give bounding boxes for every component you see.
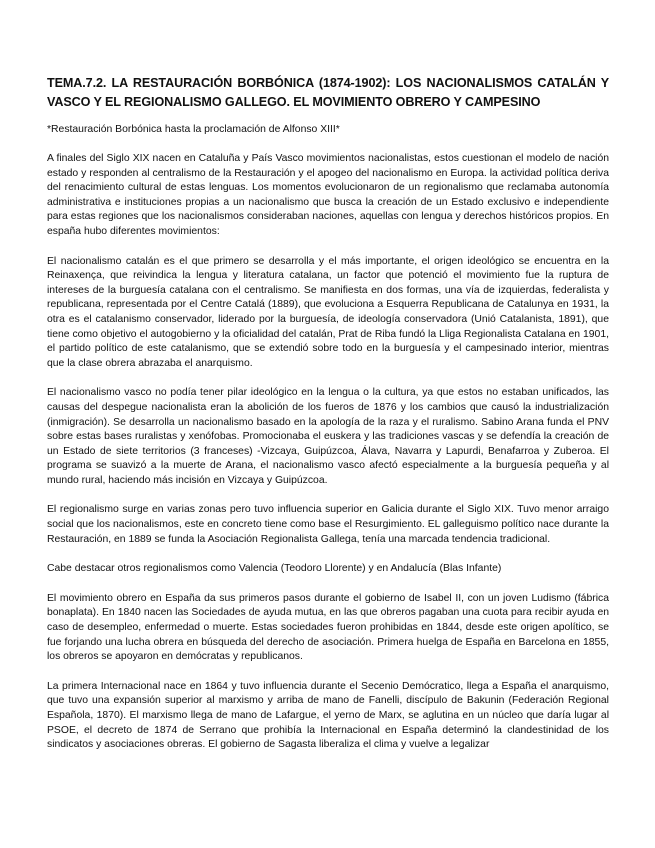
document-subtitle: *Restauración Borbónica hasta la proclamación de Alfonso XIII* — [47, 124, 340, 135]
paragraph-catalan-nationalism: El nacionalismo catalán es el que primero se desarrolla y el más importante, el origen ideológico se encuentra en la Reinaxença, que reivindica la lengua y literatura catalana, un factor que potenció el movimiento fue la ruptura de intereses de la burguesía catalana con el centralismo. Se manifiesta en dos formas, una vía de izquierdas, federalista y republicana, representada por el Centre Catalá (1889), que evoluciona a Esquerra Republicana de Catalunya en 1931, la otra es el catalanismo conservador, liderado por la burguesía, de ideología conservadora (Unió Catalanista, 1891), que tiene como objetivo el autogobierno y la oficialidad del catalán, Prat de Riba fundó la Lliga Regionalista Catalana en 1901, el partido político de este catalanismo, que se extendió sobre todo en la burguesía y el campesinado interior, mientras que la clase obrera abrazaba el anarquismo. — [47, 255, 609, 369]
paragraph-intro-nationalisms: A finales del Siglo XIX nacen en Cataluña y País Vasco movimientos nacionalistas, estos cuestionan el modelo de nación estado y responden al centralismo de la Restauración y el apogeo del nacionalismo en Europa. la actividad política deriva del renacimiento cultural de estas lenguas. Los momentos evolucionaron de un regionalismo que reclamaba autonomía administrativa e instituciones propias a un nacionalismo que busca la creación de un Estado exclusivo e independiente para estas regiones que los nacionalismos consideraban naciones, aquellas con lengua y derechos históricos propios. En españa hubo diferentes movimientos: — [47, 153, 609, 237]
document-page — [47, 74, 609, 753]
paragraph-first-international: La primera Internacional nace en 1864 y tuvo influencia durante el Secenio Demócratico, llega a España el anarquismo, que tuvo una expansión superior al marxismo y arriba de mano de Fanelli, discípulo de Bakunin (Federación Regional Española, 1870). El marxismo llega de mano de Lafargue, el yerno de Marx, se aglutina en un núcleo que daría lugar al PSOE, el decreto de 1874 de Serrano que prohibía la Internacional en España determinó la clandestinidad de los sindicatos y asociaciones obreras. El gobierno de Sagasta liberaliza el clima y vuelve a legalizar — [47, 680, 609, 751]
paragraph-other-regionalisms: Cabe destacar otros regionalismos como Valencia (Teodoro Llorente) y en Andalucía (Blas Infante) — [47, 563, 502, 575]
paragraph-galician-regionalism: El regionalismo surge en varias zonas pero tuvo influencia superior en Galicia durante el Siglo XIX. Tuvo menor arraigo social que los nacionalismos, este en concreto tiene como base el Resurgimiento. EL galleguismo político nace durante la Restauración, en 1889 se funda la Asociación Regionalista Gallega, tenía una marcada tendencia tradicional. — [47, 504, 609, 545]
paragraph-labor-movement: El movimiento obrero en España da sus primeros pasos durante el gobierno de Isabel II, con un joven Ludismo (fábrica bonaplata). En 1840 nacen las Sociedades de ayuda mutua, en las que obreros pagaban una cuota para recibir ayuda en caso de desempleo, enfermedad o muerte. Estas sociedades fueron prohibidas en 1844, desde este origen apolítico, se fue forjando una lucha obrera en búsqueda del derecho de asociación. Primera huelga de España en Barcelona en 1855, los obreros se apoyaron en demócratas y republicanos. — [47, 592, 609, 663]
document-title: TEMA.7.2. LA RESTAURACIÓN BORBÓNICA (1874-1902): LOS NACIONALISMOS CATALÁN Y VASCO Y EL REGIONALISMO GALLEGO. EL MOVIMIENTO OBRERO Y CAMPESINO — [47, 76, 609, 109]
paragraph-basque-nationalism: El nacionalismo vasco no podía tener pilar ideológico en la lengua o la cultura, ya que estos no estaban unificados, las causas del despegue nacionalista eran la abolición de los fueros de 1876 y los cambios que causó la industrialización (inmigración). Se desarrolla un nacionalismo basado en la apología de la raza y el ruralismo. Sabino Arana funda el PNV sobre estas bases ruralistas y xenófobas. Promocionaba el euskera y las tradiciones vascas y se defendía la creación de un Estado de siete territorios (3 franceses) -Vizcaya, Guipúzcoa, Álava, Navarra y Lapurdi, Benafarroa y Zuberoa. El programa se suavizó a la muerte de Arana, el nacionalismo vasco afectó especialmente a la burguesía pequeña y al mundo rural, haciendo más incisión en Vizcaya y Guipúzcoa. — [47, 387, 609, 486]
